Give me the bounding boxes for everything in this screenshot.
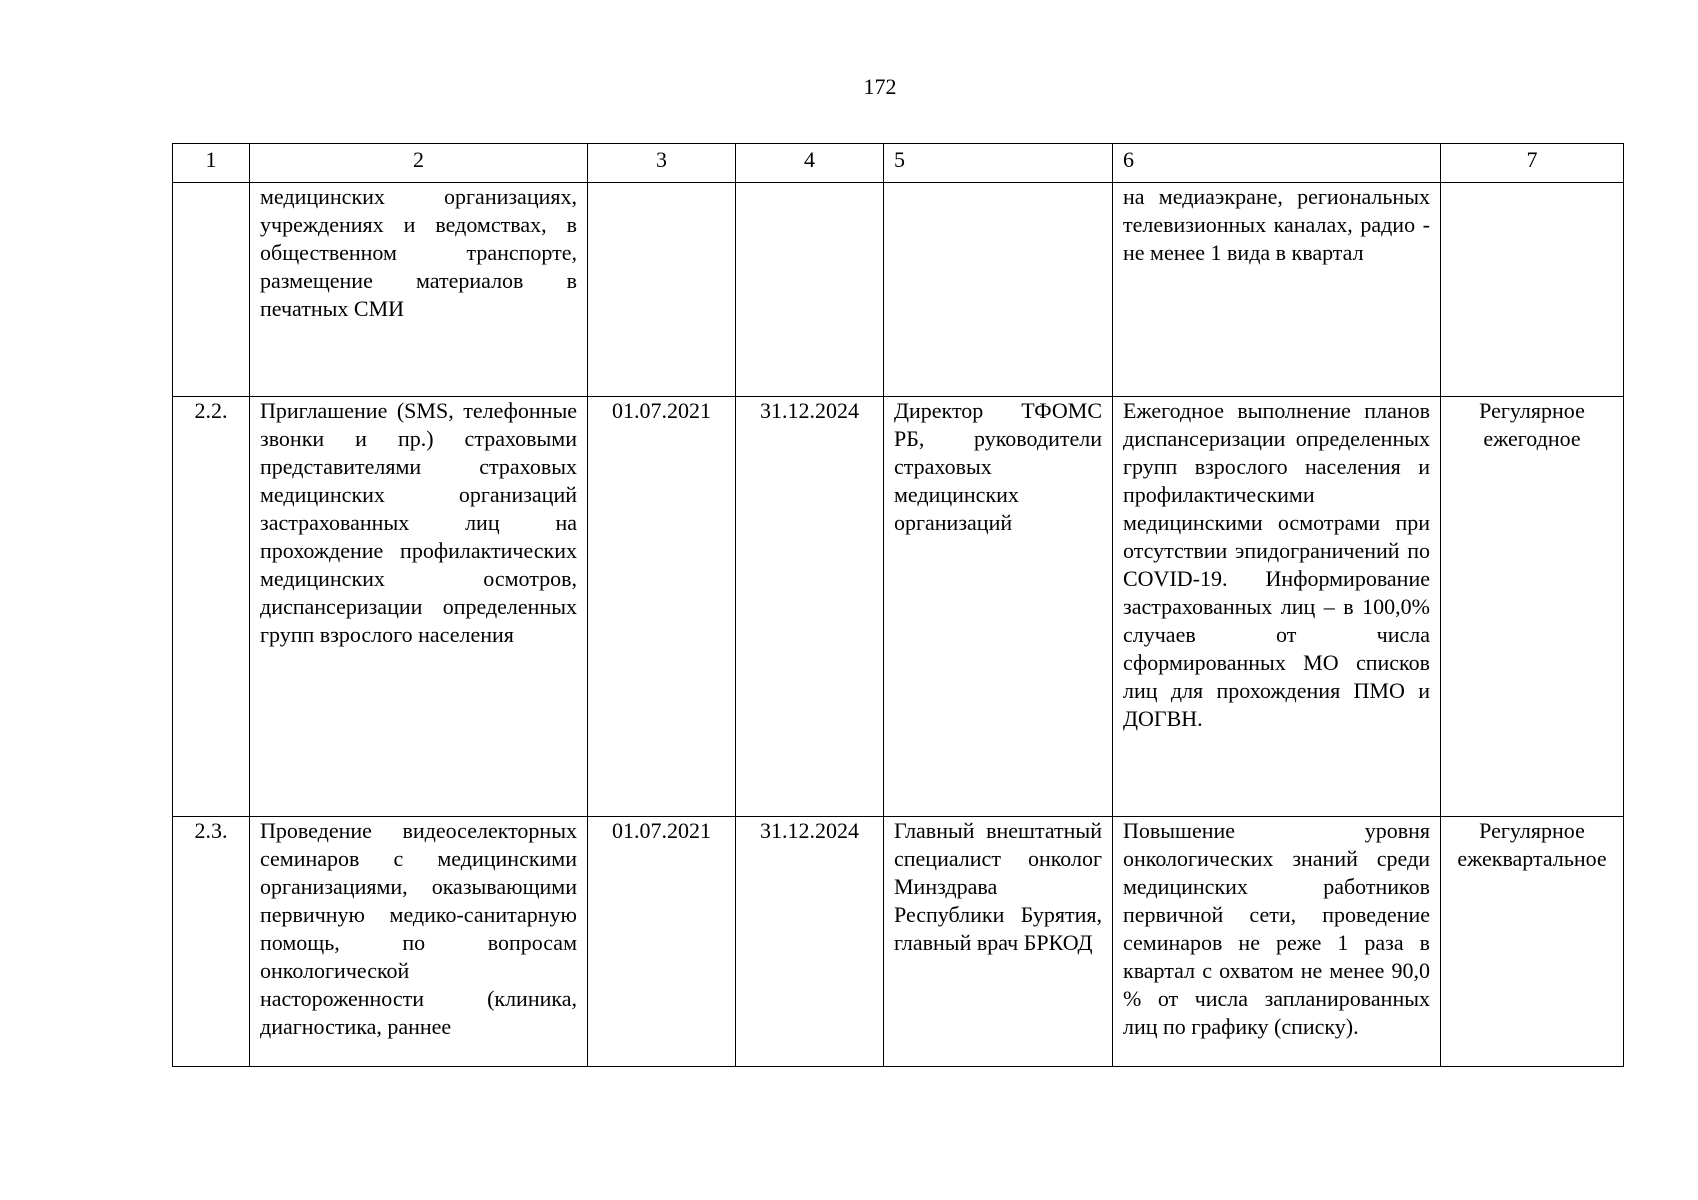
column-header-7: 7 [1441,144,1624,183]
column-header-5: 5 [884,144,1113,183]
header-row [173,144,1624,183]
result-cell: Ежегодное выполнение планов диспансеризации определенных групп взрослого населения и профилактическими медицинскими осмотрами при отсутствии эпидограничений по COVID-19. Информирование застрахованных лиц – в 100,0% случаев от числа сформированных МО списков лиц для прохождения ПМО и ДОГВН. [1113,397,1441,817]
table-row [173,183,1624,397]
periodicity-cell: Регулярное ежеквартальное [1441,817,1624,1067]
responsible-cell: Директор ТФОМС РБ, руководители страховых медицинских организаций [884,397,1113,817]
periodicity-cell: Регулярное ежегодное [1441,397,1624,817]
start-date-cell [588,183,736,397]
responsible-cell [884,183,1113,397]
column-header-6: 6 [1113,144,1441,183]
end-date-cell [736,183,884,397]
column-header-2: 2 [250,144,588,183]
row-number: 2.3. [173,817,250,1067]
start-date-cell: 01.07.2021 [588,817,736,1067]
table-row [173,397,1624,817]
activity-cell: Проведение видеоселекторных семинаров с медицинскими организациями, оказывающими первичную медико-санитарную помощь, по вопросам онкологической настороженности (клиника, диагностика, раннее [250,817,588,1067]
activity-cell: медицинских организациях, учреждениях и ведомствах, в общественном транспорте, размещение материалов в печатных СМИ [250,183,588,397]
table-row [173,817,1624,1067]
end-date-cell: 31.12.2024 [736,817,884,1067]
column-header-3: 3 [588,144,736,183]
column-header-1: 1 [173,144,250,183]
plan-table [172,143,1624,1067]
end-date-cell: 31.12.2024 [736,397,884,817]
start-date-cell: 01.07.2021 [588,397,736,817]
row-number [173,183,250,397]
periodicity-cell [1441,183,1624,397]
page-number: 172 [863,74,897,99]
row-number: 2.2. [173,397,250,817]
column-header-4: 4 [736,144,884,183]
responsible-cell: Главный внештатный специалист онколог Минздрава Республики Бурятия, главный врач БРКОД [884,817,1113,1067]
result-cell: на медиаэкране, региональных телевизионных каналах, радио - не менее 1 вида в квартал [1113,183,1441,397]
result-cell: Повышение уровня онкологических знаний среди медицинских работников первичной сети, проведение семинаров не реже 1 раза в квартал с охватом не менее 90,0 % от числа запланированных лиц по графику (списку). [1113,817,1441,1067]
activity-cell: Приглашение (SMS, телефонные звонки и пр.) страховыми представителями страховых медицинских организаций застрахованных лиц на прохождение профилактических медицинских осмотров, диспансеризации определенных групп взрослого населения [250,397,588,817]
